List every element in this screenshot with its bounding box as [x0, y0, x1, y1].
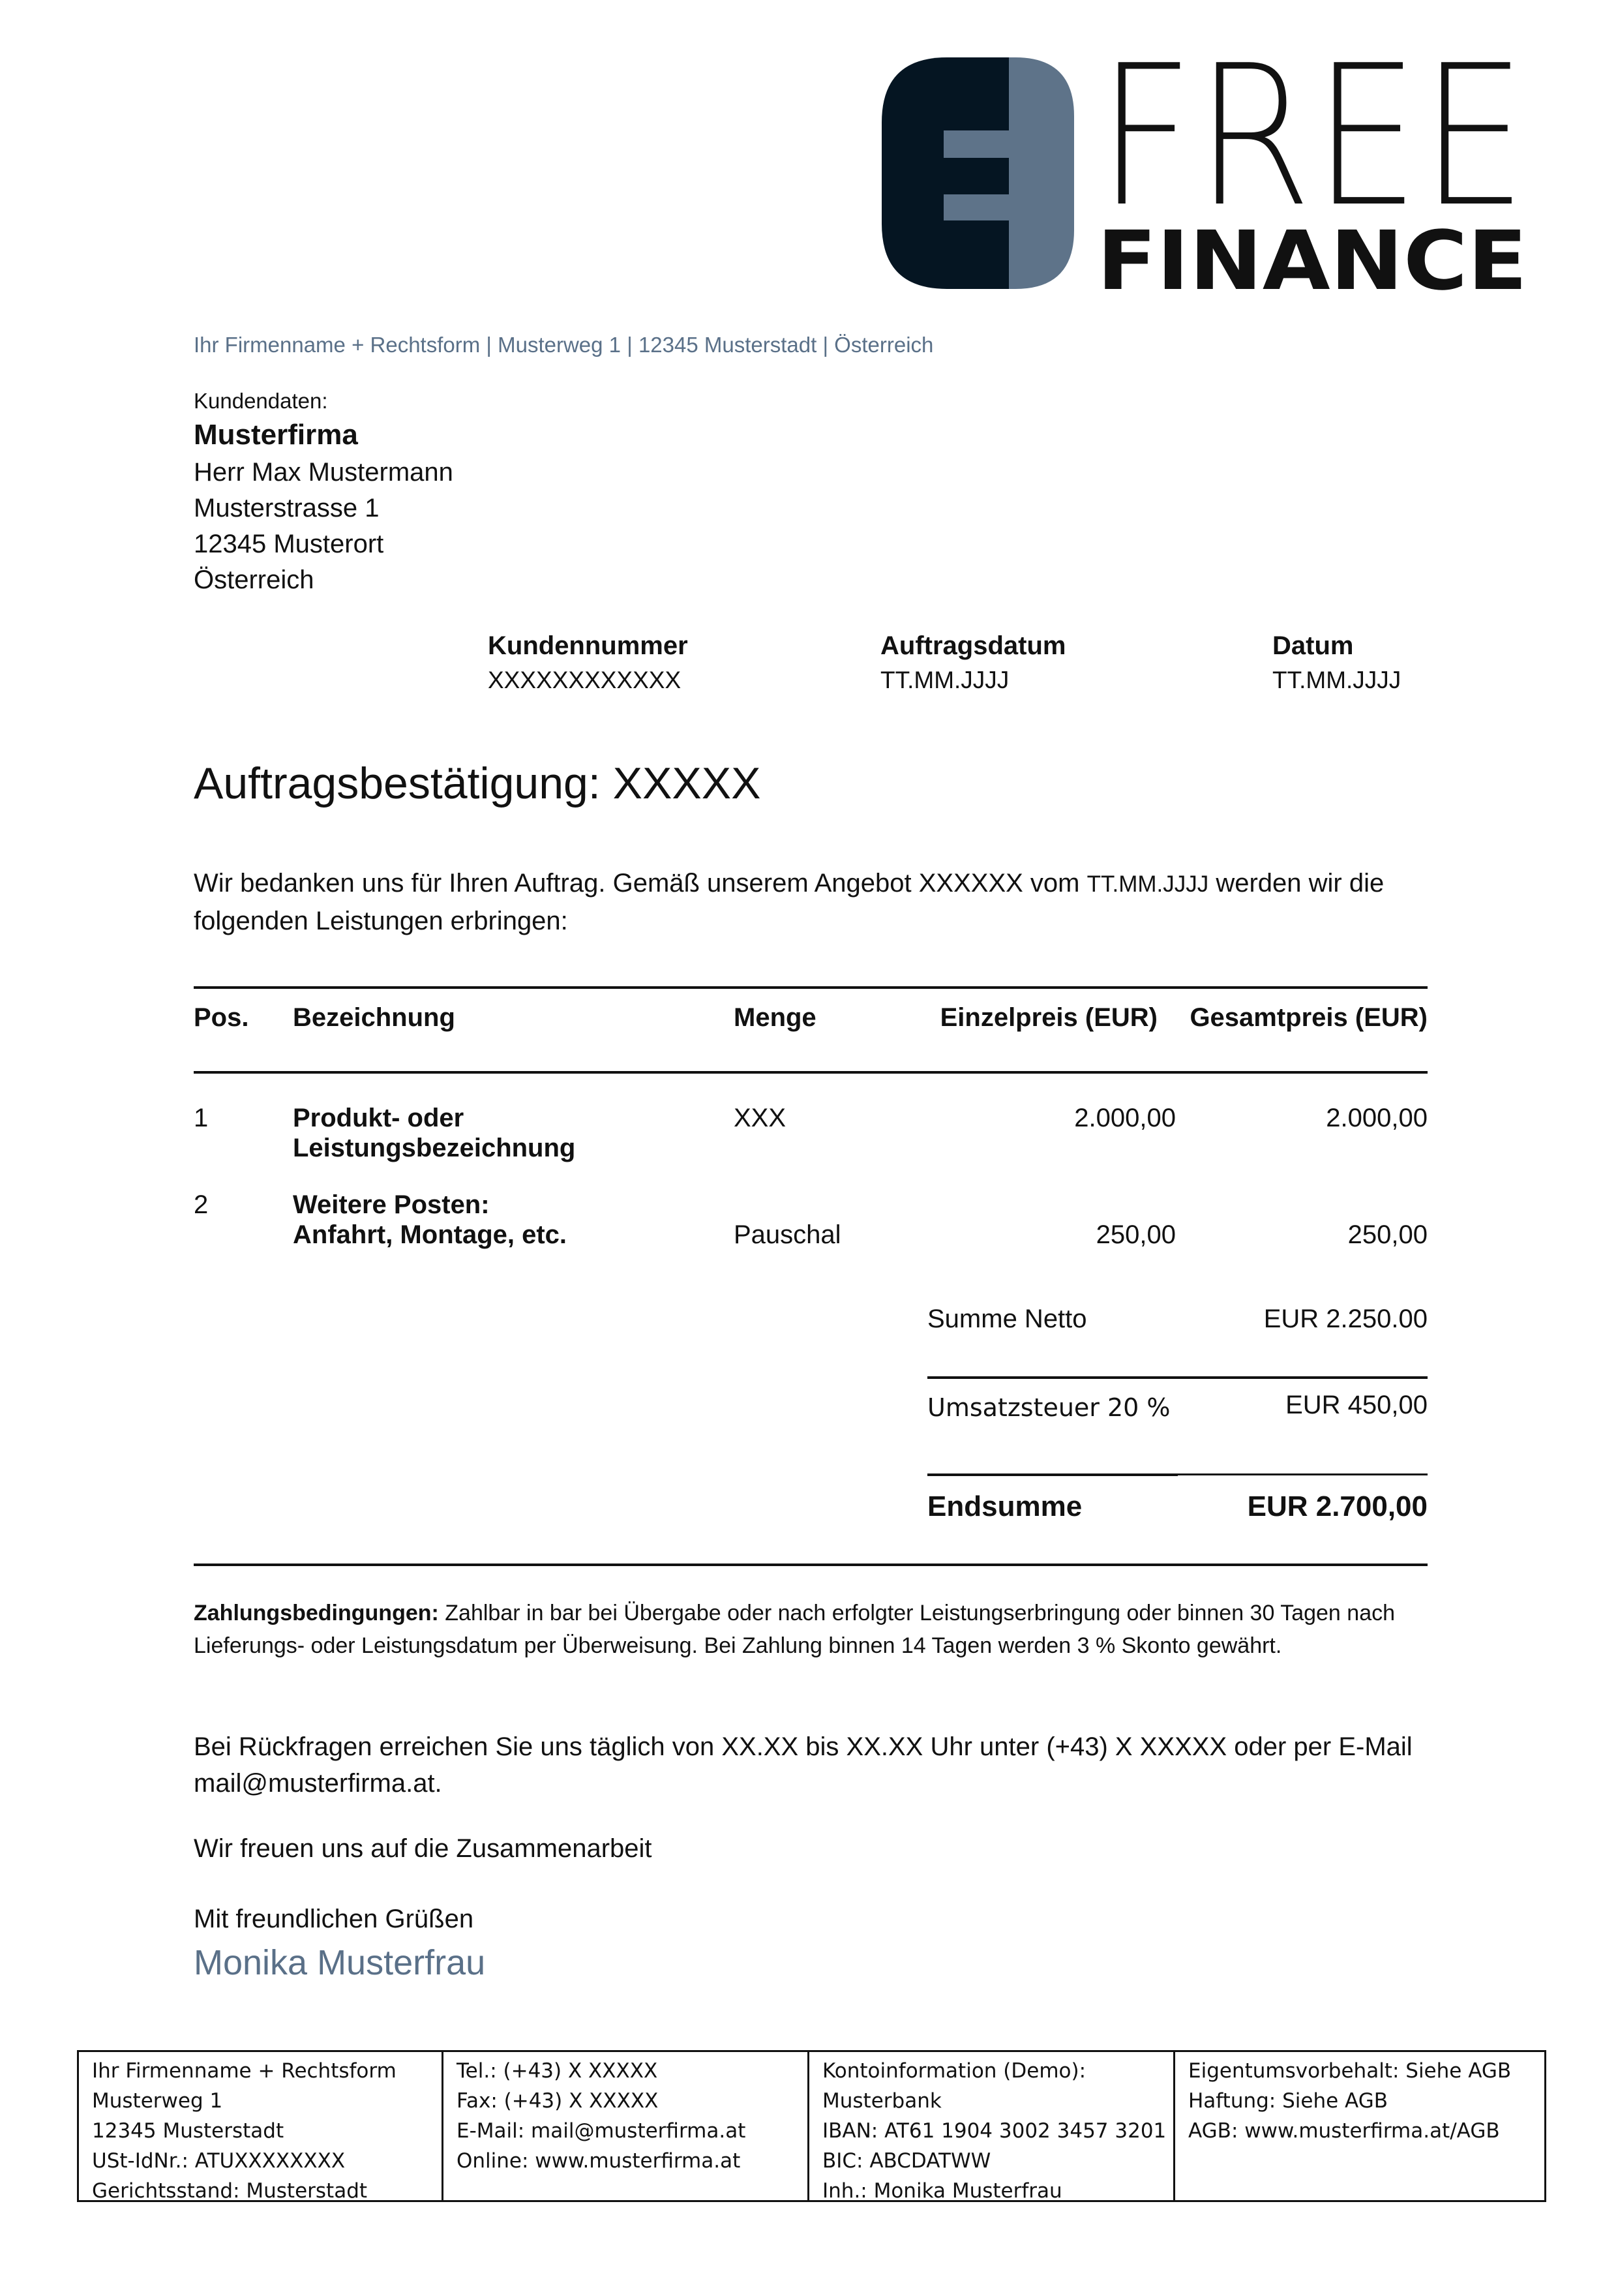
col-header-quantity: Menge — [734, 1003, 816, 1032]
net-sum-rule — [927, 1376, 1428, 1379]
footer-iban: IBAN: AT61 1904 3002 3457 3201 — [822, 2119, 1167, 2143]
col-header-unit-price: Einzelpreis (EUR) — [940, 1003, 1158, 1032]
logo-mark-slate — [1009, 57, 1074, 289]
row1-total-price: 2.000,00 — [1326, 1104, 1428, 1132]
order-date-value: TT.MM.JJJJ — [880, 667, 1010, 693]
footer-table — [77, 2050, 1546, 2202]
footer-terms-link[interactable]: AGB: www.musterfirma.at/AGB — [1188, 2119, 1500, 2143]
vat-rule-left — [927, 1473, 1178, 1476]
table-top-rule — [194, 986, 1428, 989]
row2-unit-price: 250,00 — [1096, 1220, 1176, 1249]
footer-bank-label: Kontoinformation (Demo): — [822, 2059, 1086, 2083]
intro-offer-date: TT.MM.JJJJ — [1086, 871, 1209, 897]
vat-label: Umsatzsteuer 20 % — [927, 1393, 1171, 1422]
customer-data-label: Kundendaten: — [194, 389, 328, 413]
logo-word-free: FREE — [1097, 57, 1527, 250]
payment-terms-text: Zahlbar in bar bei Übergabe oder nach erfolgter Leistungserbringung oder binnen 30 Tagen nach Lieferungs- oder Leistungsdatum per Überweisung. Bei Zahlung binnen 14 Tagen werden 3 % Skonto gewährt. — [194, 1601, 1396, 1658]
row2-pos: 2 — [194, 1190, 209, 1219]
free-finance-logo — [882, 57, 1531, 299]
row1-quantity: XXX — [734, 1104, 787, 1132]
row2-quantity: Pauschal — [734, 1220, 841, 1249]
logo-mark-bar2 — [944, 194, 1015, 220]
logo-word-finance: FINANCE — [1097, 214, 1527, 299]
sender-address-line: Ihr Firmenname + Rechtsform | Musterweg 1 | 12345 Musterstadt | Österreich — [194, 333, 934, 357]
payment-terms — [194, 1597, 1452, 1662]
intro-part1: Wir bedanken uns für Ihren Auftrag. Gemäß unserem Angebot XXXXXX vom — [194, 869, 1087, 898]
date-value: TT.MM.JJJJ — [1272, 667, 1401, 693]
footer-bic: BIC: ABCDATWW — [822, 2149, 991, 2173]
footer-vat-id: USt-IdNr.: ATUXXXXXXXX — [92, 2149, 346, 2173]
customer-company: Musterfirma — [194, 419, 358, 451]
intro-text — [194, 865, 1452, 939]
col-header-description: Bezeichnung — [293, 1003, 455, 1032]
vat-value: EUR 450,00 — [1285, 1391, 1428, 1419]
row1-pos: 1 — [194, 1104, 209, 1132]
row1-desc-line1: Produkt- oder — [293, 1104, 464, 1132]
footer-account-holder: Inh.: Monika Musterfrau — [822, 2179, 1062, 2200]
footer-jurisdiction: Gerichtsstand: Musterstadt — [92, 2179, 368, 2200]
customer-number-label: Kundennummer — [488, 631, 688, 660]
footer-company-street: Musterweg 1 — [92, 2089, 223, 2113]
footer-retention-of-title: Eigentumsvorbehalt: Siehe AGB — [1188, 2059, 1512, 2083]
customer-number-value: XXXXXXXXXXXX — [488, 667, 682, 693]
closing-text: Wir freuen uns auf die Zusammenarbeit — [194, 1834, 652, 1863]
greeting-text: Mit freundlichen Grüßen — [194, 1905, 474, 1933]
row2-desc-line1: Weitere Posten: — [293, 1190, 490, 1219]
footer-liability: Haftung: Siehe AGB — [1188, 2089, 1388, 2113]
customer-contact-name: Herr Max Mustermann — [194, 458, 453, 487]
logo-mark-dark — [882, 57, 1009, 289]
signature-name: Monika Musterfrau — [194, 1943, 486, 1982]
customer-city: 12345 Musterort — [194, 530, 384, 558]
footer-company-column — [79, 2052, 443, 2200]
footer-email: E-Mail: mail@musterfirma.at — [457, 2119, 746, 2143]
grand-total-label: Endsumme — [927, 1490, 1083, 1522]
row2-desc-line2: Anfahrt, Montage, etc. — [293, 1220, 567, 1249]
document-title: Auftragsbestätigung: XXXXX — [194, 759, 761, 808]
customer-country: Österreich — [194, 566, 314, 594]
logo-mark-bar1 — [944, 130, 1032, 158]
payment-terms-label: Zahlungsbedingungen: — [194, 1601, 439, 1625]
table-bottom-rule — [194, 1563, 1428, 1566]
footer-fax: Fax: (+43) X XXXXX — [457, 2089, 659, 2113]
row1-unit-price: 2.000,00 — [1074, 1104, 1176, 1132]
grand-total-value: EUR 2.700,00 — [1247, 1490, 1428, 1522]
table-header-rule — [194, 1071, 1428, 1074]
footer-legal-column — [1175, 2052, 1544, 2200]
col-header-total-price: Gesamtpreis (EUR) — [1190, 1003, 1428, 1032]
footer-bank-column — [809, 2052, 1175, 2200]
net-sum-label: Summe Netto — [927, 1305, 1087, 1333]
row1-desc-line2: Leistungsbezeichnung — [293, 1134, 576, 1162]
footer-contact-column — [443, 2052, 809, 2200]
vat-rule-right — [1178, 1473, 1428, 1475]
footer-website: Online: www.musterfirma.at — [457, 2149, 741, 2173]
order-date-label: Auftragsdatum — [880, 631, 1066, 660]
footer-company-city: 12345 Musterstadt — [92, 2119, 284, 2143]
customer-street: Musterstrasse 1 — [194, 494, 380, 522]
intro-part2: werden wir die folgenden Leistungen erbringen: — [194, 869, 1385, 935]
net-sum-value: EUR 2.250.00 — [1263, 1305, 1428, 1333]
footer-company-name: Ihr Firmenname + Rechtsform — [92, 2059, 397, 2083]
date-label: Datum — [1272, 631, 1354, 660]
row2-total-price: 250,00 — [1347, 1220, 1428, 1249]
contact-info-text: Bei Rückfragen erreichen Sie uns täglich von XX.XX bis XX.XX Uhr unter (+43) X XXXXX oder per E-Mail mail@musterfirma.at. — [194, 1732, 1413, 1798]
col-header-pos: Pos. — [194, 1003, 249, 1032]
footer-bank-name: Musterbank — [822, 2089, 942, 2113]
footer-phone: Tel.: (+43) X XXXXX — [457, 2059, 658, 2083]
